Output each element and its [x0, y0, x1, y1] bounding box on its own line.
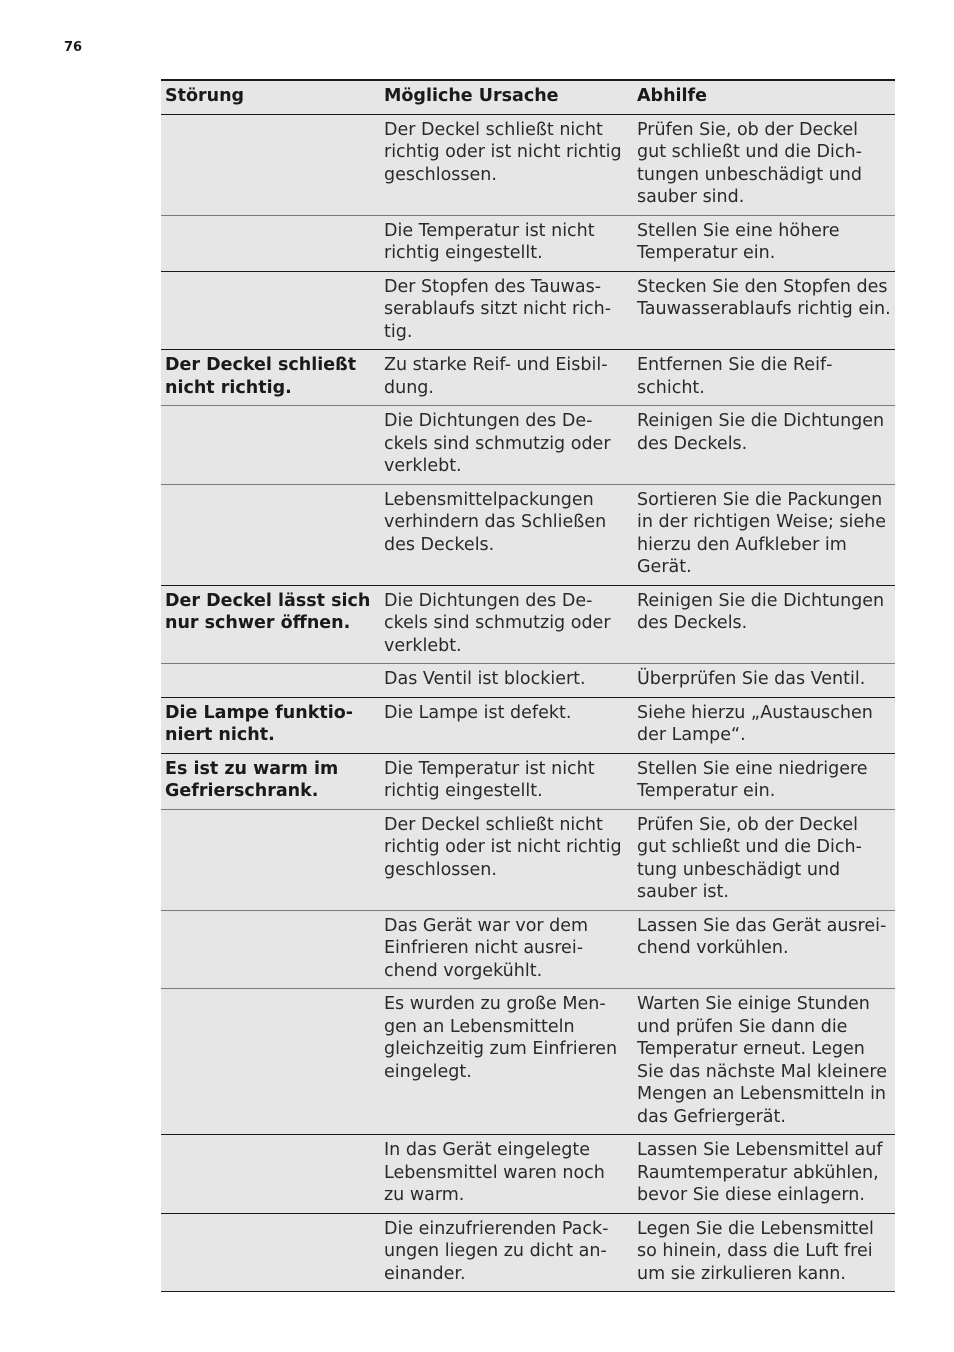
- table-row: [161, 910, 895, 989]
- problem-cell: Die Lampe funktioniert nicht.: [161, 697, 380, 753]
- problem-cell: [161, 406, 380, 485]
- cause-cell: Das Gerät war vor dem Einfrieren nicht ausreichend vorgekühlt.: [380, 910, 633, 989]
- table-row: [161, 215, 895, 271]
- problem-cell: [161, 484, 380, 585]
- cause-cell: Die Dichtungen des Deckels sind schmutzig oder verklebt.: [380, 406, 633, 485]
- remedy-cell: Lassen Sie das Gerät ausreichend vorkühlen.: [633, 910, 895, 989]
- header-remedy: Abhilfe: [633, 80, 895, 114]
- problem-cell: [161, 215, 380, 271]
- table-row: [161, 350, 895, 406]
- table-row: [161, 114, 895, 215]
- problem-cell: Es ist zu warm im Gefrierschrank.: [161, 753, 380, 809]
- header-problem: Störung: [161, 80, 380, 114]
- cause-cell: Der Stopfen des Tauwasserablaufs sitzt nicht richtig.: [380, 271, 633, 350]
- problem-cell: Der Deckel lässt sich nur schwer öffnen.: [161, 585, 380, 664]
- table-row: [161, 271, 895, 350]
- remedy-cell: Prüfen Sie, ob der Deckel gut schließt und die Dichtungen unbeschädigt und sauber sind.: [637, 119, 862, 207]
- cause-cell: Der Deckel schließt nicht richtig oder ist nicht richtig geschlossen.: [384, 119, 622, 185]
- problem-cell: [161, 1213, 380, 1292]
- table-row: [161, 1135, 895, 1214]
- problem-cell: [161, 1135, 380, 1214]
- remedy-cell: Entfernen Sie die Reifschicht.: [633, 350, 895, 406]
- cause-cell: In das Gerät eingelegte Lebensmittel waren noch zu warm.: [380, 1135, 633, 1214]
- table-row: [161, 989, 895, 1135]
- table-header-row: [161, 80, 895, 114]
- remedy-cell: Überprüfen Sie das Ventil.: [633, 664, 895, 698]
- table-row: [161, 484, 895, 585]
- problem-cell: Der Deckel schließt nicht richtig.: [161, 350, 380, 406]
- remedy-cell: Warten Sie einige Stunden und prüfen Sie dann die Temperatur erneut. Legen Sie das nächste Mal kleinere Mengen an Lebensmitteln in das Gefriergerät.: [633, 989, 895, 1135]
- remedy-cell: Prüfen Sie, ob der Deckel gut schließt und die Dichtung unbeschädigt und sauber ist.: [633, 809, 895, 910]
- remedy-cell: Reinigen Sie die Dichtungen des Deckels.: [633, 406, 895, 485]
- table-row: [161, 585, 895, 664]
- cause-cell: Das Ventil ist blockiert.: [380, 664, 633, 698]
- problem-cell: [161, 271, 380, 350]
- remedy-cell: Reinigen Sie die Dichtungen des Deckels.: [633, 585, 895, 664]
- cause-cell: Die einzufrierenden Packungen liegen zu dicht aneinander.: [380, 1213, 633, 1292]
- remedy-cell: Lassen Sie Lebensmittel auf Raumtemperatur abkühlen, bevor Sie diese einlagern.: [633, 1135, 895, 1214]
- table-row: [161, 664, 895, 698]
- page-number: 76: [64, 40, 83, 55]
- table-row: [161, 697, 895, 753]
- remedy-cell: Legen Sie die Lebensmittel so hinein, dass die Luft frei um sie zirkulieren kann.: [633, 1213, 895, 1292]
- remedy-cell: Sortieren Sie die Packungen in der richtigen Weise; siehe hierzu den Aufkleber im Gerät.: [633, 484, 895, 585]
- table-row: [161, 753, 895, 809]
- cause-cell: Die Dichtungen des Deckels sind schmutzig oder verklebt.: [380, 585, 633, 664]
- remedy-cell: Stellen Sie eine höhere Temperatur ein.: [633, 215, 895, 271]
- troubleshooting-table: [161, 79, 895, 1292]
- table-row: [161, 1213, 895, 1292]
- remedy-cell: Siehe hierzu „Austauschen der Lampe“.: [633, 697, 895, 753]
- problem-cell: [161, 989, 380, 1135]
- cause-cell: Es wurden zu große Mengen an Lebensmitteln gleichzeitig zum Einfrieren eingelegt.: [380, 989, 633, 1135]
- cause-cell: Die Temperatur ist nicht richtig eingestellt.: [380, 215, 633, 271]
- problem-cell: [161, 809, 380, 910]
- remedy-cell: Stellen Sie eine niedrigere Temperatur ein.: [633, 753, 895, 809]
- cause-cell: Lebensmittelpackungen verhindern das Schließen des Deckels.: [380, 484, 633, 585]
- header-cause: Mögliche Ursache: [380, 80, 633, 114]
- problem-cell: [161, 114, 380, 215]
- table-row: [161, 809, 895, 910]
- cause-cell: Zu starke Reif- und Eisbildung.: [380, 350, 633, 406]
- problem-cell: [161, 910, 380, 989]
- table-row: [161, 406, 895, 485]
- cause-cell: Die Temperatur ist nicht richtig eingestellt.: [380, 753, 633, 809]
- remedy-cell: Stecken Sie den Stopfen des Tauwasserablaufs richtig ein.: [633, 271, 895, 350]
- cause-cell: Die Lampe ist defekt.: [380, 697, 633, 753]
- cause-cell: Der Deckel schließt nicht richtig oder ist nicht richtig geschlossen.: [380, 809, 633, 910]
- problem-cell: [161, 664, 380, 698]
